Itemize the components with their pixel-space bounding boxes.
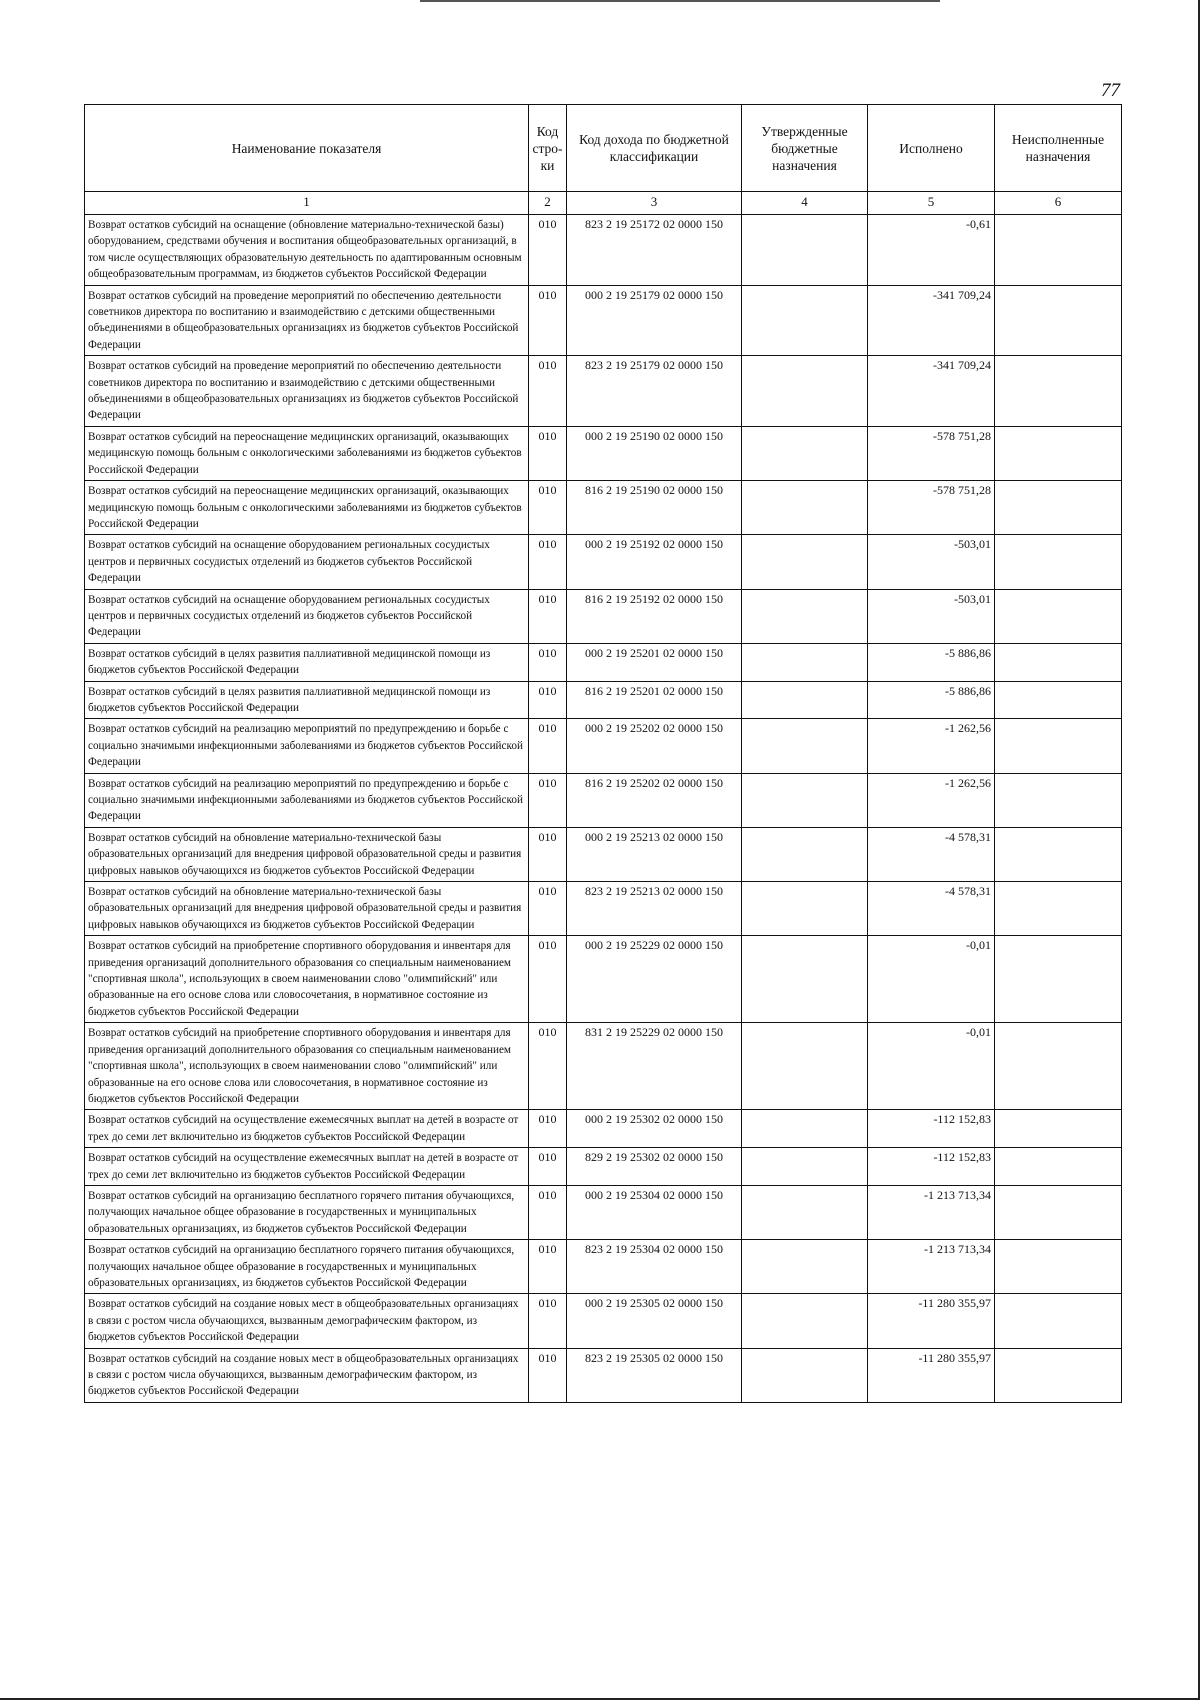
line-code-cell: 010	[529, 1185, 567, 1239]
executed-cell: -1 262,56	[868, 719, 995, 773]
executed-cell: -112 152,83	[868, 1148, 995, 1186]
unexecuted-cell	[995, 426, 1122, 480]
indicator-name-cell: Возврат остатков субсидий на создание новых мест в общеобразовательных организациях в связи с ростом числа обучающихся, вызванным демографическим фактором, из бюджетов субъектов Российской Федерации	[85, 1348, 529, 1402]
line-code-cell: 010	[529, 1240, 567, 1294]
executed-cell: -578 751,28	[868, 426, 995, 480]
approved-cell	[742, 1023, 868, 1110]
indicator-name-cell: Возврат остатков субсидий на проведение мероприятий по обеспечению деятельности советников директора по воспитанию и взаимодействию с детскими общественными объединениями в общеобразовательных организациях из бюджетов субъектов Российской Федерации	[85, 285, 529, 356]
approved-cell	[742, 589, 868, 643]
indicator-name-cell: Возврат остатков субсидий на организацию бесплатного горячего питания обучающихся, получающих начальное общее образование в государственных и муниципальных образовательных организациях, из бюджетов субъектов Российской Федерации	[85, 1240, 529, 1294]
unexecuted-cell	[995, 1294, 1122, 1348]
table-row	[85, 589, 1122, 643]
table-row	[85, 1294, 1122, 1348]
income-code-cell: 823 2 19 25172 02 0000 150	[567, 215, 742, 286]
income-code-cell: 000 2 19 25304 02 0000 150	[567, 1185, 742, 1239]
income-code-cell: 000 2 19 25201 02 0000 150	[567, 643, 742, 681]
line-code-cell: 010	[529, 882, 567, 936]
executed-cell: -0,01	[868, 1023, 995, 1110]
column-number: 3	[567, 192, 742, 215]
unexecuted-cell	[995, 1110, 1122, 1148]
approved-cell	[742, 1148, 868, 1186]
line-code-cell: 010	[529, 1110, 567, 1148]
income-code-cell: 000 2 19 25179 02 0000 150	[567, 285, 742, 356]
table-row	[85, 285, 1122, 356]
column-number: 5	[868, 192, 995, 215]
table-row	[85, 1185, 1122, 1239]
table-row	[85, 426, 1122, 480]
unexecuted-cell	[995, 936, 1122, 1023]
approved-cell	[742, 535, 868, 589]
header-approved: Утвержденные бюджетные назначения	[742, 105, 868, 192]
column-number: 6	[995, 192, 1122, 215]
line-code-cell: 010	[529, 356, 567, 427]
executed-cell: -5 886,86	[868, 643, 995, 681]
indicator-name-cell: Возврат остатков субсидий на реализацию мероприятий по предупреждению и борьбе с социально значимыми инфекционными заболеваниями из бюджетов субъектов Российской Федерации	[85, 773, 529, 827]
header-income-code: Код дохода по бюджетной классификации	[567, 105, 742, 192]
table-row	[85, 936, 1122, 1023]
unexecuted-cell	[995, 1348, 1122, 1402]
executed-cell: -4 578,31	[868, 827, 995, 881]
header-executed: Исполнено	[868, 105, 995, 192]
budget-execution-table	[84, 104, 1122, 1403]
unexecuted-cell	[995, 773, 1122, 827]
income-code-cell: 823 2 19 25179 02 0000 150	[567, 356, 742, 427]
indicator-name-cell: Возврат остатков субсидий на создание новых мест в общеобразовательных организациях в связи с ростом числа обучающихся, вызванным демографическим фактором, из бюджетов субъектов Российской Федерации	[85, 1294, 529, 1348]
line-code-cell: 010	[529, 681, 567, 719]
table-row	[85, 535, 1122, 589]
executed-cell: -341 709,24	[868, 356, 995, 427]
line-code-cell: 010	[529, 1023, 567, 1110]
unexecuted-cell	[995, 481, 1122, 535]
indicator-name-cell: Возврат остатков субсидий на обновление материально-технической базы образовательных организаций для внедрения цифровой образовательной среды и развития цифровых навыков обучающихся из бюджетов субъектов Российской Федерации	[85, 882, 529, 936]
unexecuted-cell	[995, 589, 1122, 643]
executed-cell: -503,01	[868, 535, 995, 589]
executed-cell: -341 709,24	[868, 285, 995, 356]
approved-cell	[742, 426, 868, 480]
executed-cell: -503,01	[868, 589, 995, 643]
executed-cell: -1 213 713,34	[868, 1185, 995, 1239]
table-row	[85, 356, 1122, 427]
unexecuted-cell	[995, 215, 1122, 286]
unexecuted-cell	[995, 1023, 1122, 1110]
column-number: 1	[85, 192, 529, 215]
header-unexecuted: Неисполненные назначения	[995, 105, 1122, 192]
line-code-cell: 010	[529, 936, 567, 1023]
header-line-code: Код стро-ки	[529, 105, 567, 192]
table-row	[85, 827, 1122, 881]
line-code-cell: 010	[529, 215, 567, 286]
indicator-name-cell: Возврат остатков субсидий на приобретение спортивного оборудования и инвентаря для приведения организаций дополнительного образования со специальным наименованием "спортивная школа", использующих в своем наименовании слово "олимпийский" или образованные на его основе слова или словосочетания, в нормативное состояние из бюджетов субъектов Российской Федерации	[85, 936, 529, 1023]
indicator-name-cell: Возврат остатков субсидий на переоснащение медицинских организаций, оказывающих медицинскую помощь больным с онкологическими заболеваниями из бюджетов субъектов Российской Федерации	[85, 481, 529, 535]
page-frame-top	[420, 0, 940, 2]
approved-cell	[742, 1110, 868, 1148]
indicator-name-cell: Возврат остатков субсидий на осуществление ежемесячных выплат на детей в возрасте от трех до семи лет включительно из бюджетов субъектов Российской Федерации	[85, 1148, 529, 1186]
approved-cell	[742, 1240, 868, 1294]
header-indicator-name: Наименование показателя	[85, 105, 529, 192]
approved-cell	[742, 773, 868, 827]
header-row	[85, 105, 1122, 192]
executed-cell: -578 751,28	[868, 481, 995, 535]
income-code-cell: 000 2 19 25305 02 0000 150	[567, 1294, 742, 1348]
income-code-cell: 816 2 19 25190 02 0000 150	[567, 481, 742, 535]
line-code-cell: 010	[529, 589, 567, 643]
income-code-cell: 816 2 19 25201 02 0000 150	[567, 681, 742, 719]
indicator-name-cell: Возврат остатков субсидий в целях развития паллиативной медицинской помощи из бюджетов субъектов Российской Федерации	[85, 681, 529, 719]
income-code-cell: 823 2 19 25304 02 0000 150	[567, 1240, 742, 1294]
income-code-cell: 000 2 19 25213 02 0000 150	[567, 827, 742, 881]
indicator-name-cell: Возврат остатков субсидий на переоснащение медицинских организаций, оказывающих медицинскую помощь больным с онкологическими заболеваниями из бюджетов субъектов Российской Федерации	[85, 426, 529, 480]
approved-cell	[742, 356, 868, 427]
unexecuted-cell	[995, 1240, 1122, 1294]
approved-cell	[742, 681, 868, 719]
income-code-cell: 000 2 19 25229 02 0000 150	[567, 936, 742, 1023]
income-code-cell: 831 2 19 25229 02 0000 150	[567, 1023, 742, 1110]
line-code-cell: 010	[529, 481, 567, 535]
indicator-name-cell: Возврат остатков субсидий на оснащение оборудованием региональных сосудистых центров и первичных сосудистых отделений из бюджетов субъектов Российской Федерации	[85, 535, 529, 589]
unexecuted-cell	[995, 1148, 1122, 1186]
line-code-cell: 010	[529, 1148, 567, 1186]
executed-cell: -0,01	[868, 936, 995, 1023]
income-code-cell: 829 2 19 25302 02 0000 150	[567, 1148, 742, 1186]
unexecuted-cell	[995, 1185, 1122, 1239]
table-row	[85, 719, 1122, 773]
executed-cell: -1 213 713,34	[868, 1240, 995, 1294]
table-row	[85, 1148, 1122, 1186]
line-code-cell: 010	[529, 285, 567, 356]
indicator-name-cell: Возврат остатков субсидий на осуществление ежемесячных выплат на детей в возрасте от трех до семи лет включительно из бюджетов субъектов Российской Федерации	[85, 1110, 529, 1148]
executed-cell: -4 578,31	[868, 882, 995, 936]
executed-cell: -11 280 355,97	[868, 1348, 995, 1402]
table-row	[85, 882, 1122, 936]
executed-cell: -5 886,86	[868, 681, 995, 719]
approved-cell	[742, 827, 868, 881]
unexecuted-cell	[995, 535, 1122, 589]
indicator-name-cell: Возврат остатков субсидий на реализацию мероприятий по предупреждению и борьбе с социально значимыми инфекционными заболеваниями из бюджетов субъектов Российской Федерации	[85, 719, 529, 773]
indicator-name-cell: Возврат остатков субсидий на обновление материально-технической базы образовательных организаций для внедрения цифровой образовательной среды и развития цифровых навыков обучающихся из бюджетов субъектов Российской Федерации	[85, 827, 529, 881]
line-code-cell: 010	[529, 1348, 567, 1402]
table-row	[85, 1240, 1122, 1294]
column-number: 4	[742, 192, 868, 215]
unexecuted-cell	[995, 882, 1122, 936]
line-code-cell: 010	[529, 535, 567, 589]
income-code-cell: 000 2 19 25190 02 0000 150	[567, 426, 742, 480]
table-row	[85, 773, 1122, 827]
executed-cell: -1 262,56	[868, 773, 995, 827]
indicator-name-cell: Возврат остатков субсидий на организацию бесплатного горячего питания обучающихся, получающих начальное общее образование в государственных и муниципальных образовательных организациях, из бюджетов субъектов Российской Федерации	[85, 1185, 529, 1239]
line-code-cell: 010	[529, 643, 567, 681]
line-code-cell: 010	[529, 719, 567, 773]
unexecuted-cell	[995, 356, 1122, 427]
table-body	[85, 215, 1122, 1403]
executed-cell: -11 280 355,97	[868, 1294, 995, 1348]
approved-cell	[742, 643, 868, 681]
unexecuted-cell	[995, 285, 1122, 356]
indicator-name-cell: Возврат остатков субсидий на проведение мероприятий по обеспечению деятельности советников директора по воспитанию и взаимодействию с детскими общественными объединениями в общеобразовательных организациях из бюджетов субъектов Российской Федерации	[85, 356, 529, 427]
approved-cell	[742, 719, 868, 773]
unexecuted-cell	[995, 719, 1122, 773]
indicator-name-cell: Возврат остатков субсидий на оснащение оборудованием региональных сосудистых центров и первичных сосудистых отделений из бюджетов субъектов Российской Федерации	[85, 589, 529, 643]
approved-cell	[742, 285, 868, 356]
income-code-cell: 823 2 19 25305 02 0000 150	[567, 1348, 742, 1402]
line-code-cell: 010	[529, 1294, 567, 1348]
approved-cell	[742, 1185, 868, 1239]
indicator-name-cell: Возврат остатков субсидий на оснащение (обновление материально-технической базы) оборудованием, средствами обучения и воспитания общеобразовательных организаций, в том числе осуществляющих образовательную деятельность по адаптированным основным общеобразовательным программам, из бюджетов субъектов Российской Федерации	[85, 215, 529, 286]
table-row	[85, 481, 1122, 535]
income-code-cell: 000 2 19 25302 02 0000 150	[567, 1110, 742, 1148]
income-code-cell: 000 2 19 25202 02 0000 150	[567, 719, 742, 773]
unexecuted-cell	[995, 643, 1122, 681]
table-row	[85, 1110, 1122, 1148]
indicator-name-cell: Возврат остатков субсидий на приобретение спортивного оборудования и инвентаря для приведения организаций дополнительного образования со специальным наименованием "спортивная школа", использующих в своем наименовании слово "олимпийский" или образованные на его основе слова или словосочетания, в нормативное состояние из бюджетов субъектов Российской Федерации	[85, 1023, 529, 1110]
executed-cell: -0,61	[868, 215, 995, 286]
approved-cell	[742, 1348, 868, 1402]
income-code-cell: 816 2 19 25202 02 0000 150	[567, 773, 742, 827]
table-row	[85, 681, 1122, 719]
approved-cell	[742, 882, 868, 936]
approved-cell	[742, 481, 868, 535]
indicator-name-cell: Возврат остатков субсидий в целях развития паллиативной медицинской помощи из бюджетов субъектов Российской Федерации	[85, 643, 529, 681]
column-number: 2	[529, 192, 567, 215]
income-code-cell: 000 2 19 25192 02 0000 150	[567, 535, 742, 589]
income-code-cell: 816 2 19 25192 02 0000 150	[567, 589, 742, 643]
page-number: 77	[1101, 80, 1120, 101]
unexecuted-cell	[995, 827, 1122, 881]
approved-cell	[742, 936, 868, 1023]
line-code-cell: 010	[529, 426, 567, 480]
table-row	[85, 1348, 1122, 1402]
table-row	[85, 215, 1122, 286]
approved-cell	[742, 1294, 868, 1348]
approved-cell	[742, 215, 868, 286]
unexecuted-cell	[995, 681, 1122, 719]
column-number-row	[85, 192, 1122, 215]
executed-cell: -112 152,83	[868, 1110, 995, 1148]
table-row	[85, 1023, 1122, 1110]
line-code-cell: 010	[529, 827, 567, 881]
line-code-cell: 010	[529, 773, 567, 827]
income-code-cell: 823 2 19 25213 02 0000 150	[567, 882, 742, 936]
table-row	[85, 643, 1122, 681]
